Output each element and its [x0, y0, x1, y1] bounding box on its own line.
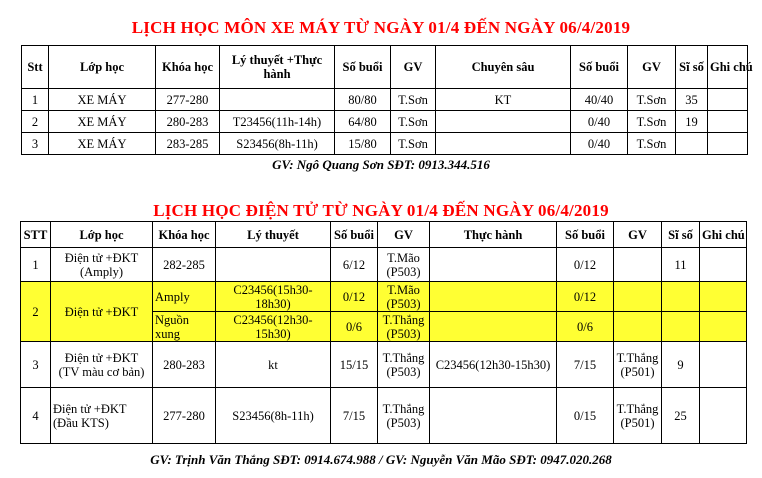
moto-footer-contact: GV: Ngô Quang Sơn SĐT: 0913.344.516: [272, 157, 490, 172]
cell: T.Sơn: [391, 111, 436, 133]
cell: [700, 388, 747, 444]
cell: Điện tử +ĐKT (Amply): [51, 248, 153, 282]
cell: 282-285: [153, 248, 216, 282]
cell: T.Mão (P503): [378, 282, 430, 312]
cell: [614, 248, 662, 282]
header-cell: Sĩ số: [662, 222, 700, 248]
table-row: [22, 133, 748, 155]
cell: [708, 133, 748, 155]
cell: Amply: [153, 282, 216, 312]
cell: [700, 248, 747, 282]
header-cell: Sĩ số: [676, 46, 708, 89]
header-cell: Stt: [22, 46, 49, 89]
cell: T.Mão (P503): [378, 248, 430, 282]
cell: T.Thắng (P501): [614, 388, 662, 444]
cell: 0/12: [331, 282, 378, 312]
cell: [700, 282, 747, 312]
table-row: [22, 111, 748, 133]
cell: [430, 312, 557, 342]
cell: 0/40: [571, 133, 628, 155]
cell: Điện tử +ĐKT: [51, 282, 153, 342]
cell: [708, 111, 748, 133]
cell: T.Thắng (P503): [378, 388, 430, 444]
table-row: [21, 388, 747, 444]
cell: T.Thắng (P503): [378, 342, 430, 388]
cell: 277-280: [156, 89, 220, 111]
cell: 2: [21, 282, 51, 342]
cell: 280-283: [156, 111, 220, 133]
cell: 0/40: [571, 111, 628, 133]
cell: 1: [22, 89, 49, 111]
cell: T.Sơn: [628, 111, 676, 133]
header-cell: Số buổi: [335, 46, 391, 89]
cell: 11: [662, 248, 700, 282]
header-cell: Chuyên sâu: [436, 46, 571, 89]
cell: [430, 248, 557, 282]
cell: C23456(12h30-15h30): [430, 342, 557, 388]
elec-footer-contact: GV: Trịnh Văn Thắng SĐT: 0914.674.988 / GV: Nguyễn Văn Mão SĐT: 0947.020.268: [150, 452, 612, 467]
moto-header-row: [22, 46, 748, 89]
cell: [700, 312, 747, 342]
cell: 7/15: [331, 388, 378, 444]
cell: 3: [21, 342, 51, 388]
cell: [220, 89, 335, 111]
cell: 0/12: [557, 282, 614, 312]
cell: 2: [22, 111, 49, 133]
cell: [614, 312, 662, 342]
cell: 0/6: [331, 312, 378, 342]
cell: T.Sơn: [391, 133, 436, 155]
cell: [436, 133, 571, 155]
table-row: [21, 248, 747, 282]
header-cell: Lớp học: [51, 222, 153, 248]
cell: 7/15: [557, 342, 614, 388]
cell: 40/40: [571, 89, 628, 111]
cell: Nguồn xung: [153, 312, 216, 342]
cell: 25: [662, 388, 700, 444]
header-cell: GV: [378, 222, 430, 248]
cell: 1: [21, 248, 51, 282]
cell: [662, 282, 700, 312]
cell: 3: [22, 133, 49, 155]
cell: T.Thắng (P501): [614, 342, 662, 388]
header-cell: GV: [391, 46, 436, 89]
cell: [708, 89, 748, 111]
elec-title: LỊCH HỌC ĐIỆN TỬ TỪ NGÀY 01/4 ĐẾN NGÀY 06/4/2019: [153, 201, 609, 220]
cell: S23456(8h-11h): [216, 388, 331, 444]
header-cell: STT: [21, 222, 51, 248]
header-cell: Số buổi: [331, 222, 378, 248]
cell: T23456(11h-14h): [220, 111, 335, 133]
cell: [430, 282, 557, 312]
cell: 64/80: [335, 111, 391, 133]
cell: 80/80: [335, 89, 391, 111]
cell: 9: [662, 342, 700, 388]
cell: [676, 133, 708, 155]
header-cell: Khóa học: [153, 222, 216, 248]
cell: 0/6: [557, 312, 614, 342]
cell: 283-285: [156, 133, 220, 155]
cell: 19: [676, 111, 708, 133]
cell: [430, 388, 557, 444]
elec-table: [20, 221, 747, 444]
cell: kt: [216, 342, 331, 388]
header-cell: Lý thuyết +Thực hành: [220, 46, 335, 89]
cell: 6/12: [331, 248, 378, 282]
cell: C23456(12h30-15h30): [216, 312, 331, 342]
header-cell: GV: [614, 222, 662, 248]
header-cell: Khóa học: [156, 46, 220, 89]
cell: [614, 282, 662, 312]
table-row: [21, 342, 747, 388]
cell: Điện tử +ĐKT (TV màu cơ bản): [51, 342, 153, 388]
header-cell: Lớp học: [49, 46, 156, 89]
cell: C23456(15h30-18h30): [216, 282, 331, 312]
cell: XE MÁY: [49, 133, 156, 155]
header-cell: Lý thuyết: [216, 222, 331, 248]
cell: T.Sơn: [628, 133, 676, 155]
cell: [700, 342, 747, 388]
moto-table: [21, 45, 753, 155]
elec-header-row: [21, 222, 747, 248]
cell: 15/80: [335, 133, 391, 155]
cell: 277-280: [153, 388, 216, 444]
cell: Điện tử +ĐKT (Đầu KTS): [51, 388, 153, 444]
cell: 0/15: [557, 388, 614, 444]
cell: 35: [676, 89, 708, 111]
cell: 280-283: [153, 342, 216, 388]
table-row-highlight: [21, 282, 747, 312]
header-cell: Số buổi: [571, 46, 628, 89]
header-cell: Số buổi: [557, 222, 614, 248]
cell: [662, 312, 700, 342]
cell: T.Sơn: [628, 89, 676, 111]
moto-title: LỊCH HỌC MÔN XE MÁY TỪ NGÀY 01/4 ĐẾN NGÀY 06/4/2019: [131, 18, 631, 37]
header-cell: Ghi chú: [708, 46, 748, 89]
cell: KT: [436, 89, 571, 111]
cell: XE MÁY: [49, 111, 156, 133]
header-cell: Thực hành: [430, 222, 557, 248]
cell: [436, 111, 571, 133]
cell: 0/12: [557, 248, 614, 282]
cell: T.Thắng (P503): [378, 312, 430, 342]
cell: 4: [21, 388, 51, 444]
header-cell: GV: [628, 46, 676, 89]
header-cell: Ghi chú: [700, 222, 747, 248]
cell: [216, 248, 331, 282]
cell: 15/15: [331, 342, 378, 388]
cell: S23456(8h-11h): [220, 133, 335, 155]
table-row: [22, 89, 748, 111]
cell: XE MÁY: [49, 89, 156, 111]
cell: T.Sơn: [391, 89, 436, 111]
